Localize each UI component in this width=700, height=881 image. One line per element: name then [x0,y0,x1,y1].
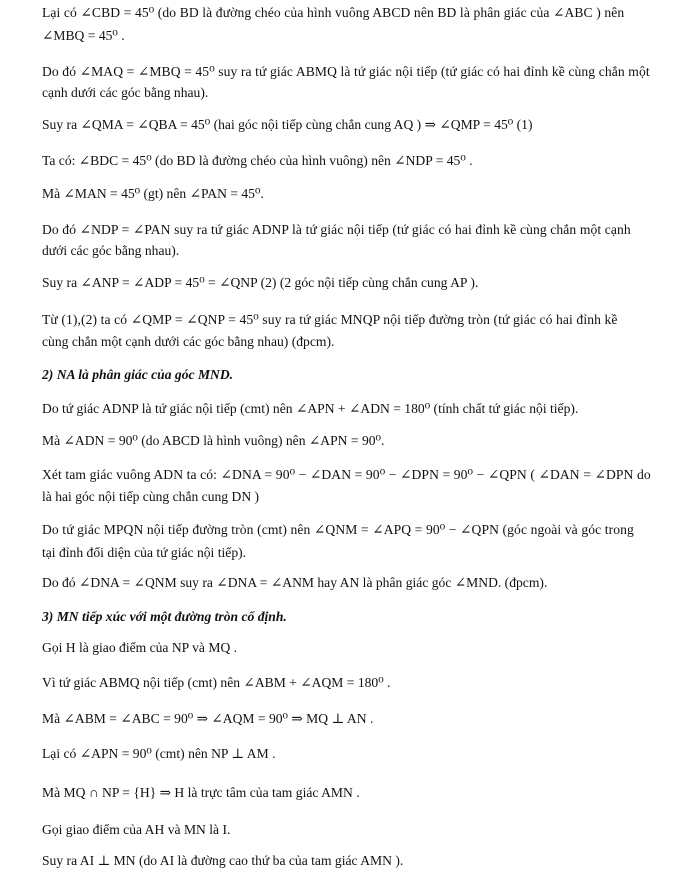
text-line: cùng chắn một cạnh dưới các góc bằng nhau) (đpcm). [42,334,335,349]
text-line: tại đỉnh đối diện của tứ giác nội tiếp). [42,545,247,560]
text-line: ∠MBQ = 45⁰ . [42,28,125,43]
text-line: Vì tứ giác ABMQ nội tiếp (cmt) nên ∠ABM + ∠AQM = 180⁰ . [42,675,391,690]
section-heading: 2) NA là phân giác của góc MND. [42,367,234,382]
text-line: Do tứ giác MPQN nội tiếp đường tròn (cmt) nên ∠QNM = ∠APQ = 90⁰ − ∠QPN (góc ngoài và góc trong [42,522,634,537]
text-line: Suy ra AI ⊥ MN (do AI là đường cao thứ ba của tam giác AMN ). [42,853,404,868]
text-line: Do tứ giác ADNP là tứ giác nội tiếp (cmt) nên ∠APN + ∠ADN = 180⁰ (tính chất tứ giác nội tiếp). [42,401,579,416]
text-line: Ta có: ∠BDC = 45⁰ (do BD là đường chéo của hình vuông) nên ∠NDP = 45⁰ . [42,153,473,168]
text-line: Gọi giao điểm của AH và MN là I. [42,822,231,837]
text-line: dưới các góc bằng nhau). [42,243,180,258]
text-line: cạnh dưới các góc bằng nhau). [42,85,209,100]
text-line: Do đó ∠NDP = ∠PAN suy ra tứ giác ADNP là tứ giác nội tiếp (tứ giác có hai đỉnh kề cùng chắn một cạnh [42,222,631,237]
text-line: Suy ra ∠ANP = ∠ADP = 45⁰ = ∠QNP (2) (2 góc nội tiếp cùng chắn cung AP ). [42,275,479,290]
text-line: Từ (1),(2) ta có ∠QMP = ∠QNP = 45⁰ suy ra tứ giác MNQP nội tiếp đường tròn (tứ giác có hai đỉnh kề [42,312,618,327]
section-heading: 3) MN tiếp xúc với một đường tròn cố định. [42,609,287,624]
text-line: Xét tam giác vuông ADN ta có: ∠DNA = 90⁰ − ∠DAN = 90⁰ − ∠DPN = 90⁰ − ∠QPN ( ∠DAN = ∠DPN do [42,467,651,482]
text-line: Lại có ∠CBD = 45⁰ (do BD là đường chéo của hình vuông ABCD nên BD là phân giác của ∠ABC ) nên [42,5,625,20]
text-line: Mà ∠ADN = 90⁰ (do ABCD là hình vuông) nên ∠APN = 90⁰. [42,433,385,448]
text-line: Gọi H là giao điểm của NP và MQ . [42,640,238,655]
text-line: Mà ∠MAN = 45⁰ (gt) nên ∠PAN = 45⁰. [42,186,264,201]
text-line: Lại có ∠APN = 90⁰ (cmt) nên NP ⊥ AM . [42,746,276,761]
text-line: Do đó ∠DNA = ∠QNM suy ra ∠DNA = ∠ANM hay AN là phân giác góc ∠MND. (đpcm). [42,575,548,590]
text-line: Mà ∠ABM = ∠ABC = 90⁰ ⇒ ∠AQM = 90⁰ ⇒ MQ ⊥ AN . [42,711,374,726]
text-line: Mà MQ ∩ NP = {H} ⇒ H là trực tâm của tam giác AMN . [42,785,360,800]
text-line: Suy ra ∠QMA = ∠QBA = 45⁰ (hai góc nội tiếp cùng chắn cung AQ ) ⇒ ∠QMP = 45⁰ (1) [42,117,533,132]
text-line: Do đó ∠MAQ = ∠MBQ = 45⁰ suy ra tứ giác ABMQ là tứ giác nội tiếp (tứ giác có hai đỉnh kề cùng chắn một [42,64,650,79]
text-line: là hai góc nội tiếp cùng chắn cung DN ) [42,489,260,504]
